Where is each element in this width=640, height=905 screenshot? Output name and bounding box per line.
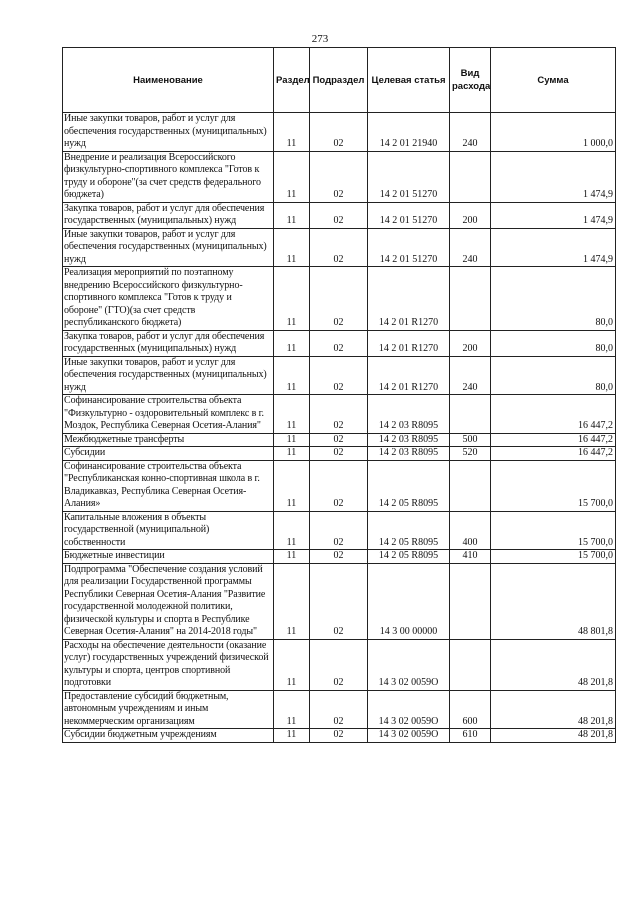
cell-expense-type bbox=[450, 267, 491, 331]
cell-target: 14 2 01 51270 bbox=[368, 202, 450, 228]
cell-name: Субсидии bbox=[63, 447, 274, 461]
cell-name: Иные закупки товаров, работ и услуг для обеспечения государственных (муниципальных) нужд bbox=[63, 228, 274, 267]
cell-section: 11 bbox=[274, 267, 310, 331]
cell-subsection: 02 bbox=[310, 639, 368, 690]
cell-expense-type bbox=[450, 639, 491, 690]
table-row bbox=[63, 330, 616, 356]
cell-name: Капитальные вложения в объекты государственной (муниципальной) собственности bbox=[63, 511, 274, 550]
cell-sum: 1 474,9 bbox=[491, 228, 616, 267]
header-subsection: Подраздел bbox=[310, 48, 368, 113]
cell-name: Субсидии бюджетным учреждениям bbox=[63, 729, 274, 743]
cell-subsection: 02 bbox=[310, 228, 368, 267]
cell-target: 14 3 02 0059О bbox=[368, 639, 450, 690]
cell-target: 14 2 03 R8095 bbox=[368, 395, 450, 434]
cell-section: 11 bbox=[274, 202, 310, 228]
cell-target: 14 2 05 R8095 bbox=[368, 550, 450, 564]
cell-section: 11 bbox=[274, 330, 310, 356]
cell-expense-type: 520 bbox=[450, 447, 491, 461]
cell-target: 14 2 01 R1270 bbox=[368, 356, 450, 395]
cell-subsection: 02 bbox=[310, 460, 368, 511]
header-sum: Сумма bbox=[491, 48, 616, 113]
cell-expense-type: 240 bbox=[450, 228, 491, 267]
cell-expense-type bbox=[450, 151, 491, 202]
cell-subsection: 02 bbox=[310, 447, 368, 461]
table-row bbox=[63, 447, 616, 461]
cell-name: Иные закупки товаров, работ и услуг для обеспечения государственных (муниципальных) нужд bbox=[63, 356, 274, 395]
table-row bbox=[63, 113, 616, 152]
table-row bbox=[63, 395, 616, 434]
cell-subsection: 02 bbox=[310, 729, 368, 743]
cell-name: Расходы на обеспечение деятельности (оказание услуг) государственных учреждений физической культуры и спорта, центров спортивной подготовки bbox=[63, 639, 274, 690]
cell-sum: 15 700,0 bbox=[491, 511, 616, 550]
cell-expense-type: 240 bbox=[450, 356, 491, 395]
cell-section: 11 bbox=[274, 228, 310, 267]
cell-name: Софинансирование строительства объекта "Физкультурно - оздоровительный комплекс в г. Моздок, Республика Северная Осетия-Алания" bbox=[63, 395, 274, 434]
cell-subsection: 02 bbox=[310, 395, 368, 434]
cell-target: 14 3 00 00000 bbox=[368, 563, 450, 639]
cell-subsection: 02 bbox=[310, 202, 368, 228]
table-row bbox=[63, 433, 616, 447]
cell-subsection: 02 bbox=[310, 267, 368, 331]
table-row bbox=[63, 511, 616, 550]
cell-sum: 80,0 bbox=[491, 330, 616, 356]
cell-expense-type: 400 bbox=[450, 511, 491, 550]
table-body bbox=[63, 113, 616, 743]
table-row bbox=[63, 356, 616, 395]
table-header-row bbox=[63, 48, 616, 113]
cell-section: 11 bbox=[274, 447, 310, 461]
cell-name: Иные закупки товаров, работ и услуг для обеспечения государственных (муниципальных) нужд bbox=[63, 113, 274, 152]
cell-expense-type: 200 bbox=[450, 202, 491, 228]
cell-sum: 15 700,0 bbox=[491, 550, 616, 564]
cell-section: 11 bbox=[274, 729, 310, 743]
cell-target: 14 2 05 R8095 bbox=[368, 511, 450, 550]
cell-sum: 48 201,8 bbox=[491, 729, 616, 743]
cell-section: 11 bbox=[274, 563, 310, 639]
cell-expense-type: 410 bbox=[450, 550, 491, 564]
table-row bbox=[63, 550, 616, 564]
cell-sum: 16 447,2 bbox=[491, 447, 616, 461]
cell-subsection: 02 bbox=[310, 151, 368, 202]
cell-target: 14 2 01 R1270 bbox=[368, 267, 450, 331]
table-row bbox=[63, 228, 616, 267]
table-row bbox=[63, 563, 616, 639]
table-row bbox=[63, 202, 616, 228]
cell-target: 14 3 02 0059О bbox=[368, 690, 450, 729]
cell-expense-type: 200 bbox=[450, 330, 491, 356]
cell-target: 14 3 02 0059О bbox=[368, 729, 450, 743]
cell-section: 11 bbox=[274, 395, 310, 434]
cell-name: Межбюджетные трансферты bbox=[63, 433, 274, 447]
cell-name: Предоставление субсидий бюджетным, автономным учреждениям и иным некоммерческим организациям bbox=[63, 690, 274, 729]
budget-table bbox=[62, 47, 616, 743]
table-row bbox=[63, 639, 616, 690]
table-row bbox=[63, 267, 616, 331]
cell-section: 11 bbox=[274, 151, 310, 202]
cell-sum: 1 474,9 bbox=[491, 151, 616, 202]
cell-expense-type bbox=[450, 563, 491, 639]
cell-section: 11 bbox=[274, 113, 310, 152]
table-row bbox=[63, 690, 616, 729]
table-row bbox=[63, 729, 616, 743]
cell-section: 11 bbox=[274, 550, 310, 564]
cell-target: 14 2 01 51270 bbox=[368, 228, 450, 267]
cell-subsection: 02 bbox=[310, 356, 368, 395]
cell-name: Бюджетные инвестиции bbox=[63, 550, 274, 564]
cell-name: Закупка товаров, работ и услуг для обеспечения государственных (муниципальных) нужд bbox=[63, 202, 274, 228]
cell-expense-type: 610 bbox=[450, 729, 491, 743]
cell-sum: 48 201,8 bbox=[491, 690, 616, 729]
cell-sum: 16 447,2 bbox=[491, 433, 616, 447]
cell-target: 14 2 01 51270 bbox=[368, 151, 450, 202]
cell-section: 11 bbox=[274, 460, 310, 511]
cell-target: 14 2 01 R1270 bbox=[368, 330, 450, 356]
cell-section: 11 bbox=[274, 511, 310, 550]
cell-expense-type: 600 bbox=[450, 690, 491, 729]
header-name: Наименование bbox=[63, 48, 274, 113]
cell-name: Закупка товаров, работ и услуг для обеспечения государственных (муниципальных) нужд bbox=[63, 330, 274, 356]
cell-expense-type bbox=[450, 460, 491, 511]
cell-target: 14 2 03 R8095 bbox=[368, 447, 450, 461]
cell-sum: 1 000,0 bbox=[491, 113, 616, 152]
cell-expense-type: 240 bbox=[450, 113, 491, 152]
cell-subsection: 02 bbox=[310, 433, 368, 447]
cell-subsection: 02 bbox=[310, 113, 368, 152]
header-section: Раздел bbox=[274, 48, 310, 113]
cell-target: 14 2 05 R8095 bbox=[368, 460, 450, 511]
cell-sum: 16 447,2 bbox=[491, 395, 616, 434]
cell-sum: 48 801,8 bbox=[491, 563, 616, 639]
cell-sum: 80,0 bbox=[491, 356, 616, 395]
cell-section: 11 bbox=[274, 690, 310, 729]
cell-subsection: 02 bbox=[310, 550, 368, 564]
cell-sum: 80,0 bbox=[491, 267, 616, 331]
cell-expense-type bbox=[450, 395, 491, 434]
cell-section: 11 bbox=[274, 639, 310, 690]
header-expense-type: Вид расхода bbox=[450, 48, 491, 113]
cell-section: 11 bbox=[274, 433, 310, 447]
cell-sum: 1 474,9 bbox=[491, 202, 616, 228]
cell-subsection: 02 bbox=[310, 511, 368, 550]
cell-target: 14 2 01 21940 bbox=[368, 113, 450, 152]
cell-target: 14 2 03 R8095 bbox=[368, 433, 450, 447]
cell-subsection: 02 bbox=[310, 690, 368, 729]
cell-sum: 48 201,8 bbox=[491, 639, 616, 690]
cell-expense-type: 500 bbox=[450, 433, 491, 447]
cell-name: Софинансирование строительства объекта "Республиканская конно-спортивная школа в г. Владикавказ, Республика Северная Осетия-Алания» bbox=[63, 460, 274, 511]
cell-subsection: 02 bbox=[310, 563, 368, 639]
cell-sum: 15 700,0 bbox=[491, 460, 616, 511]
page-number: 273 bbox=[311, 33, 329, 45]
cell-name: Подпрограмма "Обеспечение создания условий для реализации Государственной программы Республики Северная Осетия-Алания "Развитие государственной молодежной политики, физической культуры и спорта в Республике Северная Осетия-Алания" на 2014-2018 годы" bbox=[63, 563, 274, 639]
table-row bbox=[63, 151, 616, 202]
header-target: Целевая статья bbox=[368, 48, 450, 113]
cell-name: Реализация мероприятий по поэтапному внедрению Всероссийского физкультурно-спортивного комплекса "Готов к труду и обороне" (ГТО)(за счет средств республиканского бюджета) bbox=[63, 267, 274, 331]
cell-name: Внедрение и реализация Всероссийского физкультурно-спортивного комплекса "Готов к труду и обороне"(за счет средств федерального бюджета) bbox=[63, 151, 274, 202]
cell-subsection: 02 bbox=[310, 330, 368, 356]
table-row bbox=[63, 460, 616, 511]
cell-section: 11 bbox=[274, 356, 310, 395]
